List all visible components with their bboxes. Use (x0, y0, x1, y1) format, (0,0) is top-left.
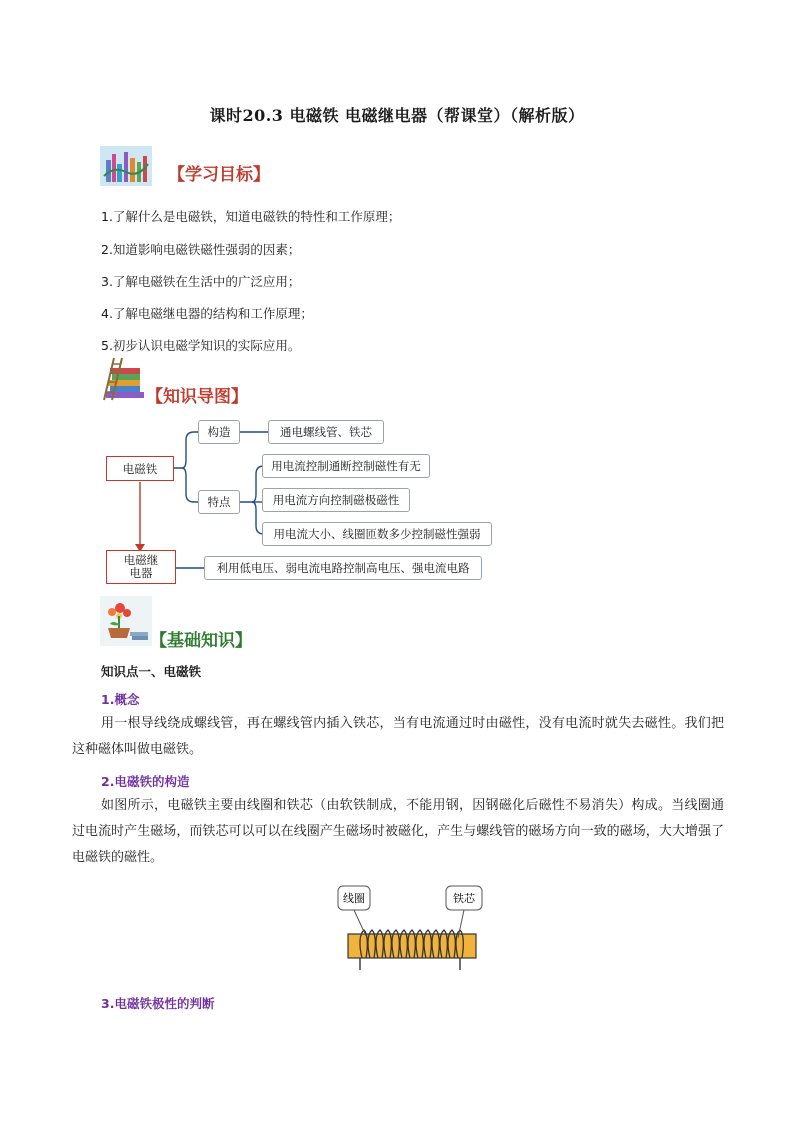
mindmap-leaf-structure: 通电螺线管、铁芯 (268, 420, 384, 444)
mindmap-leaf-feature: 用电流方向控制磁极磁性 (262, 488, 410, 512)
goal-item: 1.了解什么是电磁铁，知道电磁铁的特性和工作原理； (101, 209, 401, 224)
paragraph-structure: 如图所示，电磁铁主要由线圈和铁芯（由软铁制成，不能用钢，因钢磁化后磁性不易消失）构成。当线圈通过电流时产生磁场，而铁芯可以可以在线圈产生磁场时被磁化，产生与螺线管的磁场方向一致的磁场，大大增强了电磁铁的磁性。 (72, 798, 724, 865)
goal-item: 5.初步认识电磁学知识的实际应用。 (101, 338, 301, 353)
books-ladder-icon (100, 356, 152, 404)
page-title: 课时20.3 电磁铁 电磁继电器（帮课堂）（解析版） (209, 106, 585, 125)
mindmap-leaf-relay: 利用低电压、弱电流电路控制高电压、强电流电路 (204, 556, 482, 580)
flower-pot-icon (100, 596, 152, 646)
section-mindmap (100, 356, 300, 407)
electromagnet-diagram (336, 884, 486, 976)
section-goals-label: 【学习目标】 (168, 165, 270, 185)
mindmap-branch-structure: 构造 (198, 420, 240, 444)
electromagnet-figure (336, 884, 486, 976)
city-bars-icon (100, 146, 152, 186)
mindmap-leaf-feature: 用电流大小、线圈匝数多少控制磁性强弱 (262, 522, 492, 546)
section-mindmap-label: 【知识导图】 (146, 387, 248, 407)
goal-item: 4.了解电磁继电器的结构和工作原理； (101, 306, 313, 321)
paragraph-concept: 用一根导线绕成螺线管，再在螺线管内插入铁芯，当有电流通过时由磁性，没有电流时就失去磁性。我们把这种磁体叫做电磁铁。 (72, 716, 724, 757)
subsection-heading: 2.电磁铁的构造 (101, 774, 190, 789)
mindmap-branch-features: 特点 (198, 490, 240, 514)
mindmap-root-relay: 电磁继电器 (106, 550, 176, 584)
core-label: 铁芯 (453, 892, 475, 905)
goal-item: 2.知道影响电磁铁磁性强弱的因素； (101, 242, 301, 257)
subsection-heading: 3.电磁铁极性的判断 (101, 996, 215, 1011)
subsection-heading: 1.概念 (101, 692, 140, 707)
mindmap-leaf-feature: 用电流控制通断控制磁性有无 (262, 454, 430, 478)
mindmap-root-electromagnet: 电磁铁 (106, 456, 174, 481)
coil-label: 线圈 (343, 892, 365, 905)
knowledge-map (100, 410, 520, 590)
goal-item: 3.了解电磁铁在生活中的广泛应用； (101, 274, 301, 289)
knowledge-point-title: 知识点一、电磁铁 (101, 664, 202, 679)
section-basics (100, 596, 300, 651)
section-basics-label: 【基础知识】 (150, 631, 252, 651)
section-goals (100, 146, 300, 186)
